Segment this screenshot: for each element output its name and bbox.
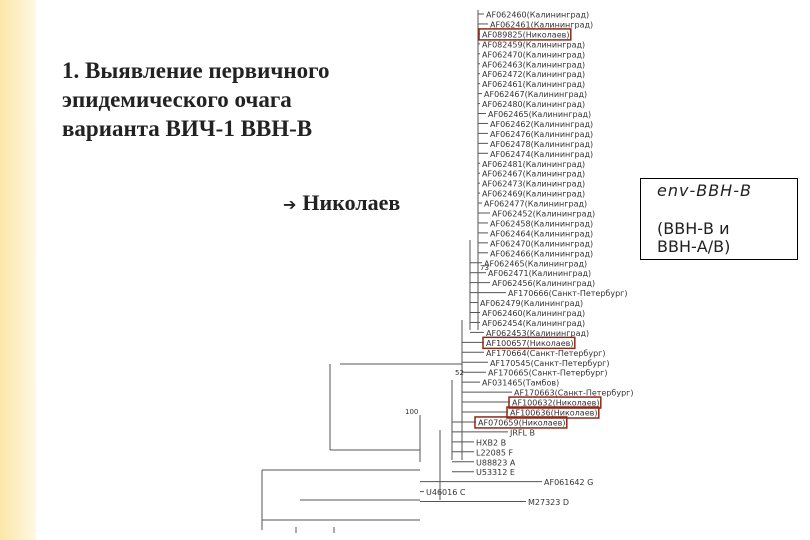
bootstrap-value: 73 (480, 264, 489, 272)
leaf-label: AF062456(Калининград) (492, 279, 596, 289)
leaf-label: AF062480(Калининград) (482, 100, 586, 110)
leaf-label: M27323 D (528, 498, 570, 508)
leaf-label: L22085 F (476, 448, 514, 458)
leaf-label: AF062479(Калининград) (480, 299, 584, 309)
leaf-label: AF062465(Калининград) (488, 110, 592, 119)
leaf-label: AF062460(Калининград) (482, 309, 586, 318)
leaf-label: AF062461(Калининград) (482, 80, 586, 90)
leaf-label: AF062471(Калининград) (488, 269, 592, 279)
leaf-label: HXB2 B (476, 438, 507, 448)
leaf-label: AF061642 G (544, 478, 594, 488)
leaf-label: AF070659(Николаев) (478, 418, 566, 428)
leaf-label: AF062453(Калининград) (486, 328, 590, 338)
leaf-label: AF170545(Санкт-Петербург) (490, 358, 610, 368)
bootstrap-value: 52 (455, 369, 464, 377)
leaf-label: U53312 E (476, 468, 515, 478)
leaf-label: AF062472(Калининград) (482, 70, 586, 80)
leaf-label: AF170664(Санкт-Петербург) (486, 348, 606, 358)
leaf-label: AF062452(Калининград) (492, 209, 596, 219)
leaf-label: AF062476(Калининград) (490, 129, 594, 139)
leaf-label: AF062463(Калининград) (482, 60, 586, 70)
leaf-label: AF170666(Санкт-Петербург) (508, 289, 628, 299)
leaf-label: AF062465(Калининград) (484, 259, 588, 269)
leaf-label: AF062467(Калининград) (484, 90, 588, 100)
legend-line-1: env-ВВН-В (657, 181, 752, 200)
leaf-label: AF062466(Калининград) (490, 249, 594, 259)
bootstrap-value: 100 (405, 408, 419, 416)
title-line-1: 1. Выявление первичного (62, 58, 330, 83)
leaf-label: AF100636(Николаев) (510, 408, 598, 418)
leaf-label: AF031465(Тамбов) (482, 378, 560, 388)
leaf-label: AF062467(Калининград) (482, 169, 586, 179)
leaf-label: AF062474(Калининград) (490, 149, 594, 159)
leaf-label: AF062477(Калининград) (484, 199, 588, 209)
leaf-label: U46016 C (426, 488, 466, 498)
leaf-label: AF062462(Калининград) (490, 119, 594, 129)
leaf-label: AF062469(Калининград) (482, 189, 586, 199)
legend-line-3: ВВН-А/В) (657, 237, 731, 256)
title-line-3: варианта ВИЧ-1 ВВН-В (62, 116, 313, 141)
leaf-label: AF100632(Николаев) (512, 398, 600, 408)
leaf-label: AF062478(Калининград) (490, 139, 594, 149)
leaf-label: AF089825(Николаев) (482, 30, 570, 40)
leaf-label: AF062464(Калининград) (490, 229, 594, 239)
leaf-label: AF062461(Калининград) (490, 20, 594, 30)
leaf-label: JRFL B (510, 428, 536, 438)
leaf-label: AF062481(Калининград) (482, 159, 586, 169)
leaf-label: AF062454(Калининград) (482, 318, 586, 328)
legend-line-2: (ВВН-В и (657, 219, 730, 238)
title-line-2: эпидемического очага (62, 87, 292, 112)
leaf-label: AF062458(Калининград) (490, 219, 594, 229)
leaf-label: AF062460(Калининград) (486, 10, 590, 20)
leaf-label: AF170665(Санкт-Петербург) (488, 368, 608, 378)
leaf-label: AF170663(Санкт-Петербург) (514, 388, 634, 398)
leaf-label: AF082459(Калининград) (482, 40, 586, 50)
leaf-label: AF062473(Калининград) (482, 179, 586, 189)
leaf-label: AF062470(Калининград) (490, 239, 594, 249)
right-arrow-icon: ➔ (283, 195, 297, 214)
leaf-label: U88823 A (476, 458, 516, 468)
leaf-label: AF100657(Николаев) (486, 338, 574, 348)
bullet-text: Николаев (302, 190, 401, 215)
legend-box (640, 178, 798, 260)
leaf-label: AF062470(Калининград) (482, 50, 586, 60)
